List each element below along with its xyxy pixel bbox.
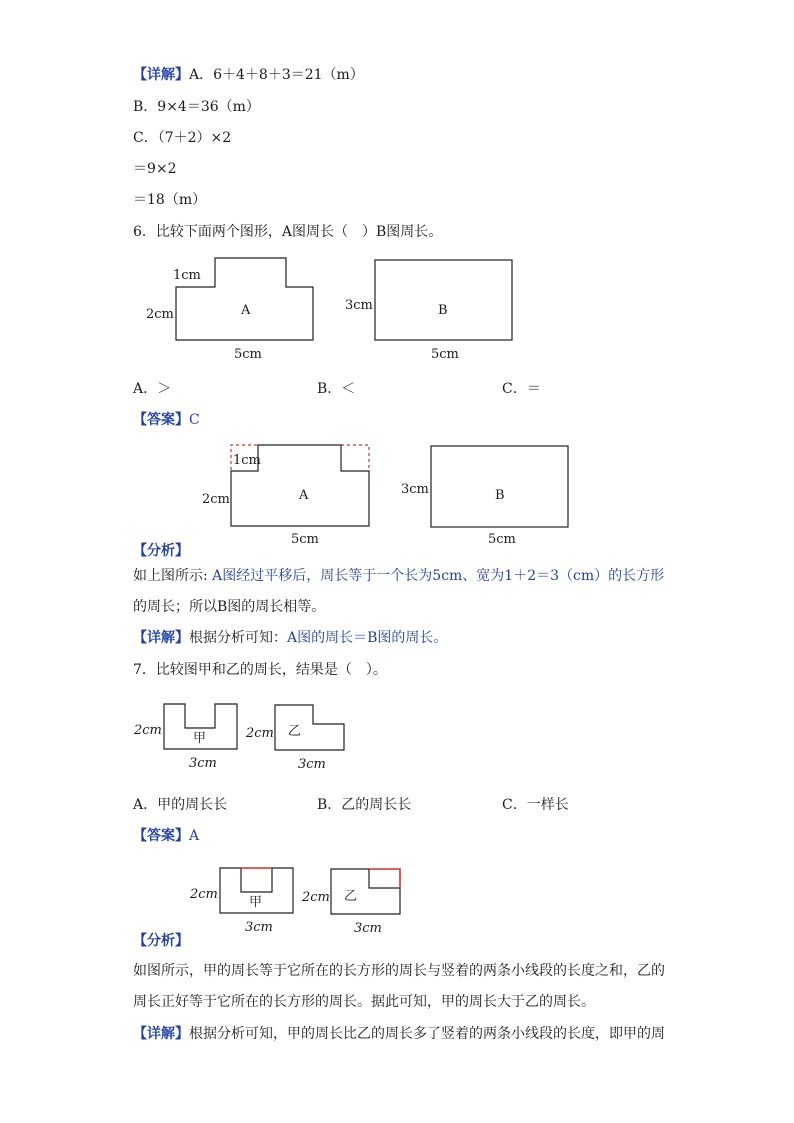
q7-analysis-line-1: 如图所示，甲的周长等于它所在的长方形的周长与竖着的两条小线段的长度之和，乙的 <box>133 963 665 979</box>
q7-option-a[interactable]: A．甲的周长长 <box>133 797 228 813</box>
answer-shape-b-height-label: 3cm <box>401 482 429 497</box>
answer-shape-a-step-label: 1cm <box>233 453 261 468</box>
answer-shape-b-label: B <box>495 488 505 503</box>
answer-jia-label: 甲 <box>249 895 263 910</box>
analysis-tag: 【分析】 <box>133 933 189 949</box>
detail-line-c2: ＝9×2 <box>133 161 177 177</box>
q7-option-b[interactable]: B．乙的周长长 <box>317 797 412 813</box>
answer-jia-height-label: 2cm <box>190 887 218 902</box>
shape-b-width-label: 5cm <box>431 347 459 362</box>
q6-analysis-line-2: 的周长；所以B图的周长相等。 <box>133 599 326 615</box>
shape-a-height-label: 2cm <box>146 307 174 322</box>
answer-yi-label: 乙 <box>344 889 358 904</box>
shape-jia-width-label: 3cm <box>189 756 217 771</box>
analysis-lead: 如上图所示: <box>133 568 213 584</box>
answer-value: A <box>189 828 200 844</box>
q6-option-a[interactable]: A．＞ <box>133 381 172 397</box>
q6-option-c[interactable]: C．＝ <box>502 381 541 397</box>
answer-shape-b-width-label: 5cm <box>488 532 516 547</box>
question-7: 7．比较图甲和乙的周长，结果是（ ）。 <box>133 662 387 678</box>
shape-a-step-label: 1cm <box>173 268 201 283</box>
answer-jia-width-label: 3cm <box>245 920 273 935</box>
detail-line-b: B．9×4＝36（m） <box>133 99 260 115</box>
answer-shape-a-height-label: 2cm <box>202 492 230 507</box>
shape-a-width-label: 5cm <box>234 347 262 362</box>
detail-tag: 【详解】 <box>133 630 189 646</box>
answer-yi-width-label: 3cm <box>354 921 382 936</box>
detail-tag: 【详解】 <box>133 67 189 83</box>
shape-b-height-label: 3cm <box>345 298 373 313</box>
shape-jia-height-label: 2cm <box>134 723 162 738</box>
answer-shape-a-label: A <box>299 488 309 503</box>
shape-a-label: A <box>241 303 251 318</box>
detail-lead: 根据分析可知： <box>189 630 287 646</box>
shape-jia-label: 甲 <box>193 731 207 746</box>
q7-option-c[interactable]: C．一样长 <box>502 797 569 813</box>
answer-value: C <box>189 412 200 428</box>
answer-shape-yi <box>331 869 400 914</box>
detail-text: A．6＋4＋8＋3＝21（m） <box>189 67 364 83</box>
detail-text: A图的周长＝B图的周长。 <box>287 630 448 646</box>
answer-shape-a-width-label: 5cm <box>291 532 319 547</box>
answer-tag: 【答案】 <box>133 412 189 428</box>
answer-yi-height-label: 2cm <box>302 890 330 905</box>
shape-yi-label: 乙 <box>288 724 302 739</box>
shape-yi-height-label: 2cm <box>246 726 274 741</box>
shape-b-label: B <box>438 303 448 318</box>
q7-analysis-line-2: 周长正好等于它所在的长方形的周长。据此可知，甲的周长大于乙的周长。 <box>133 994 595 1010</box>
detail-text: 根据分析可知，甲的周长比乙的周长多了竖着的两条小线段的长度，即甲的周 <box>189 1026 665 1042</box>
q7-analysis-heading <box>133 932 189 950</box>
analysis-tag: 【分析】 <box>133 543 189 559</box>
detail-tag: 【详解】 <box>133 1026 189 1042</box>
detail-line-c: C．（7＋2）×2 <box>133 130 232 146</box>
answer-tag: 【答案】 <box>133 828 189 844</box>
shape-yi-width-label: 3cm <box>298 757 326 772</box>
analysis-text: A图经过平移后，周长等于一个长为5cm、宽为1＋2＝3（cm）的长方形 <box>212 568 665 584</box>
detail-line-c3: ＝18（m） <box>133 192 207 208</box>
yi-red-complement <box>369 869 400 888</box>
question-6: 6．比较下面两个图形，A图周长（ ）B图周长。 <box>133 224 443 240</box>
q7-detail <box>133 1025 665 1043</box>
q6-option-b[interactable]: B．＜ <box>317 381 356 397</box>
